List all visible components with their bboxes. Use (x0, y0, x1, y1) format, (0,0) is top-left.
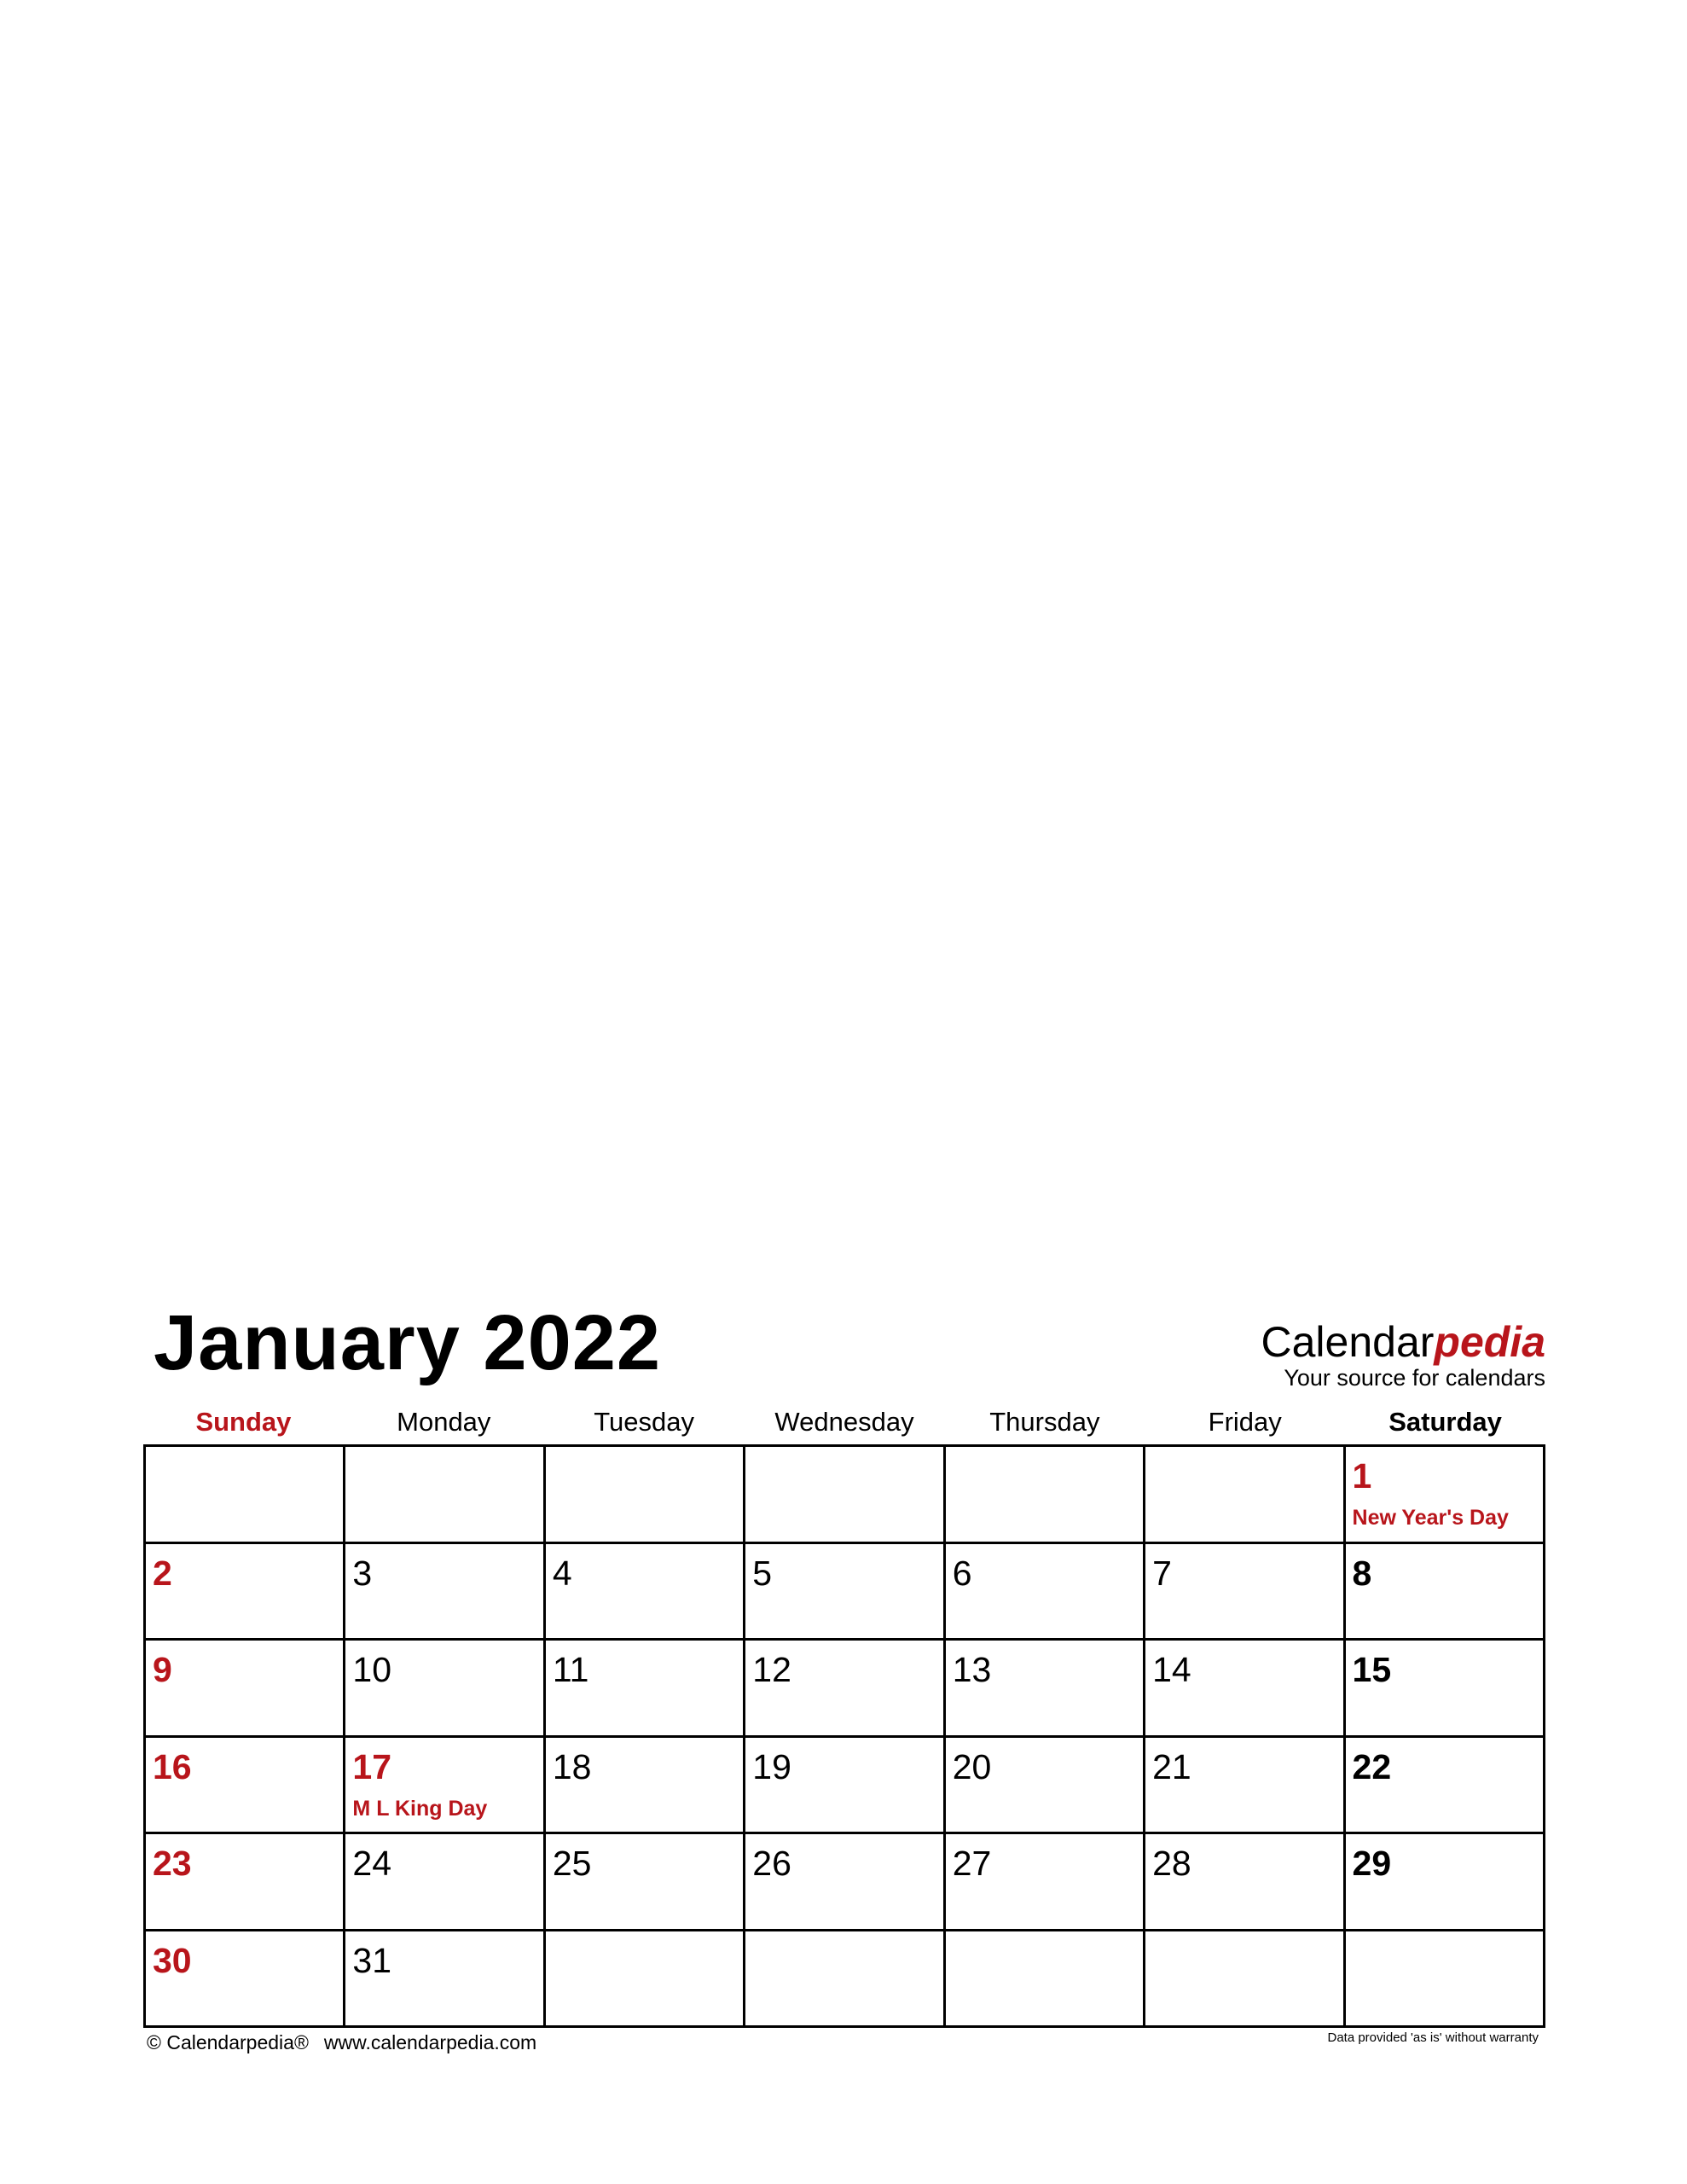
week-row (145, 1833, 1545, 1931)
day-number: 19 (752, 1746, 791, 1786)
empty-day-cell (145, 1446, 345, 1543)
weekday-sunday: Sunday (195, 1407, 292, 1437)
brand-name-suffix: pedia (1434, 1318, 1545, 1366)
day-number: 8 (1352, 1553, 1372, 1593)
month-title: January 2022 (154, 1299, 662, 1386)
day-cell (944, 1736, 1144, 1833)
day-number: 6 (952, 1553, 972, 1593)
weekday-tuesday: Tuesday (594, 1407, 695, 1437)
day-cell (1145, 1542, 1344, 1640)
weekday-thursday: Thursday (989, 1407, 1100, 1437)
empty-day-cell (544, 1930, 744, 2027)
weekday-friday: Friday (1208, 1407, 1282, 1437)
day-cell (944, 1833, 1144, 1931)
weekday-monday: Monday (397, 1407, 491, 1437)
weekday-header (143, 1401, 1545, 1443)
day-cell (145, 1640, 345, 1737)
day-number: 22 (1352, 1746, 1392, 1786)
week-row (145, 1446, 1545, 1543)
empty-day-cell (1145, 1930, 1344, 2027)
empty-day-cell (1145, 1446, 1344, 1543)
day-cell (345, 1542, 544, 1640)
day-number: 9 (153, 1650, 172, 1689)
footer-copyright: © Calendarpedia® (147, 2031, 309, 2053)
day-cell (1145, 1736, 1344, 1833)
day-cell (145, 1542, 345, 1640)
week-row (145, 1736, 1545, 1833)
brand-logo (1261, 1318, 1546, 1391)
day-number: 14 (1152, 1650, 1191, 1689)
day-number: 27 (952, 1844, 992, 1883)
day-cell (544, 1542, 744, 1640)
day-number: 7 (1152, 1553, 1172, 1593)
day-number: 5 (752, 1553, 773, 1593)
day-cell (1344, 1833, 1544, 1931)
day-number: 3 (352, 1553, 373, 1593)
day-number: 13 (952, 1650, 992, 1689)
day-cell (745, 1833, 944, 1931)
empty-day-cell (1344, 1930, 1544, 2027)
day-cell (544, 1640, 744, 1737)
holiday-label: M L King Day (352, 1796, 488, 1821)
day-number: 30 (153, 1940, 192, 1980)
weekday-wednesday: Wednesday (774, 1407, 914, 1437)
day-number: 23 (153, 1844, 192, 1883)
day-number: 15 (1352, 1650, 1392, 1689)
day-number: 2 (153, 1553, 172, 1593)
day-number: 25 (552, 1844, 592, 1883)
day-cell (944, 1640, 1144, 1737)
day-number: 20 (952, 1746, 992, 1786)
day-number: 16 (153, 1746, 192, 1786)
day-number: 21 (1152, 1746, 1191, 1786)
day-cell (345, 1930, 544, 2027)
day-number: 28 (1152, 1844, 1191, 1883)
week-row (145, 1542, 1545, 1640)
empty-day-cell (944, 1446, 1144, 1543)
day-cell (1344, 1446, 1544, 1543)
calendar-grid (143, 1444, 1545, 2028)
day-cell (944, 1542, 1144, 1640)
day-number: 10 (352, 1650, 392, 1689)
day-cell (1344, 1736, 1544, 1833)
day-number: 29 (1352, 1844, 1392, 1883)
day-cell (745, 1640, 944, 1737)
day-cell (745, 1736, 944, 1833)
day-cell (544, 1736, 744, 1833)
weekday-saturday: Saturday (1388, 1407, 1502, 1437)
day-cell (145, 1930, 345, 2027)
week-row (145, 1640, 1545, 1737)
empty-day-cell (944, 1930, 1144, 2027)
brand-tagline: Your source for calendars (1284, 1365, 1545, 1391)
day-cell (1145, 1833, 1344, 1931)
day-cell (145, 1833, 345, 1931)
footer-url: www.calendarpedia.com (323, 2031, 537, 2053)
day-number: 26 (752, 1844, 791, 1883)
week-row (145, 1930, 1545, 2027)
day-number: 11 (552, 1650, 589, 1689)
day-cell (544, 1833, 744, 1931)
footer-disclaimer: Data provided 'as is' without warranty (1327, 2030, 1539, 2045)
day-number: 18 (552, 1746, 592, 1786)
holiday-label: New Year's Day (1352, 1506, 1509, 1530)
empty-day-cell (745, 1446, 944, 1543)
day-cell (145, 1736, 345, 1833)
brand-name (1261, 1318, 1546, 1366)
day-number: 17 (352, 1746, 392, 1786)
empty-day-cell (345, 1446, 544, 1543)
day-cell (1344, 1542, 1544, 1640)
day-cell (1344, 1640, 1544, 1737)
empty-day-cell (745, 1930, 944, 2027)
footer-credit (147, 2031, 536, 2054)
day-cell (345, 1640, 544, 1737)
empty-day-cell (544, 1446, 744, 1543)
day-number: 4 (552, 1553, 572, 1593)
brand-name-prefix: Calendar (1261, 1318, 1435, 1366)
day-cell (345, 1833, 544, 1931)
day-cell (1145, 1640, 1344, 1737)
day-number: 24 (352, 1844, 392, 1883)
day-number: 1 (1352, 1456, 1372, 1496)
day-cell (345, 1736, 544, 1833)
day-cell (745, 1542, 944, 1640)
day-number: 31 (352, 1940, 392, 1980)
day-number: 12 (752, 1650, 791, 1689)
